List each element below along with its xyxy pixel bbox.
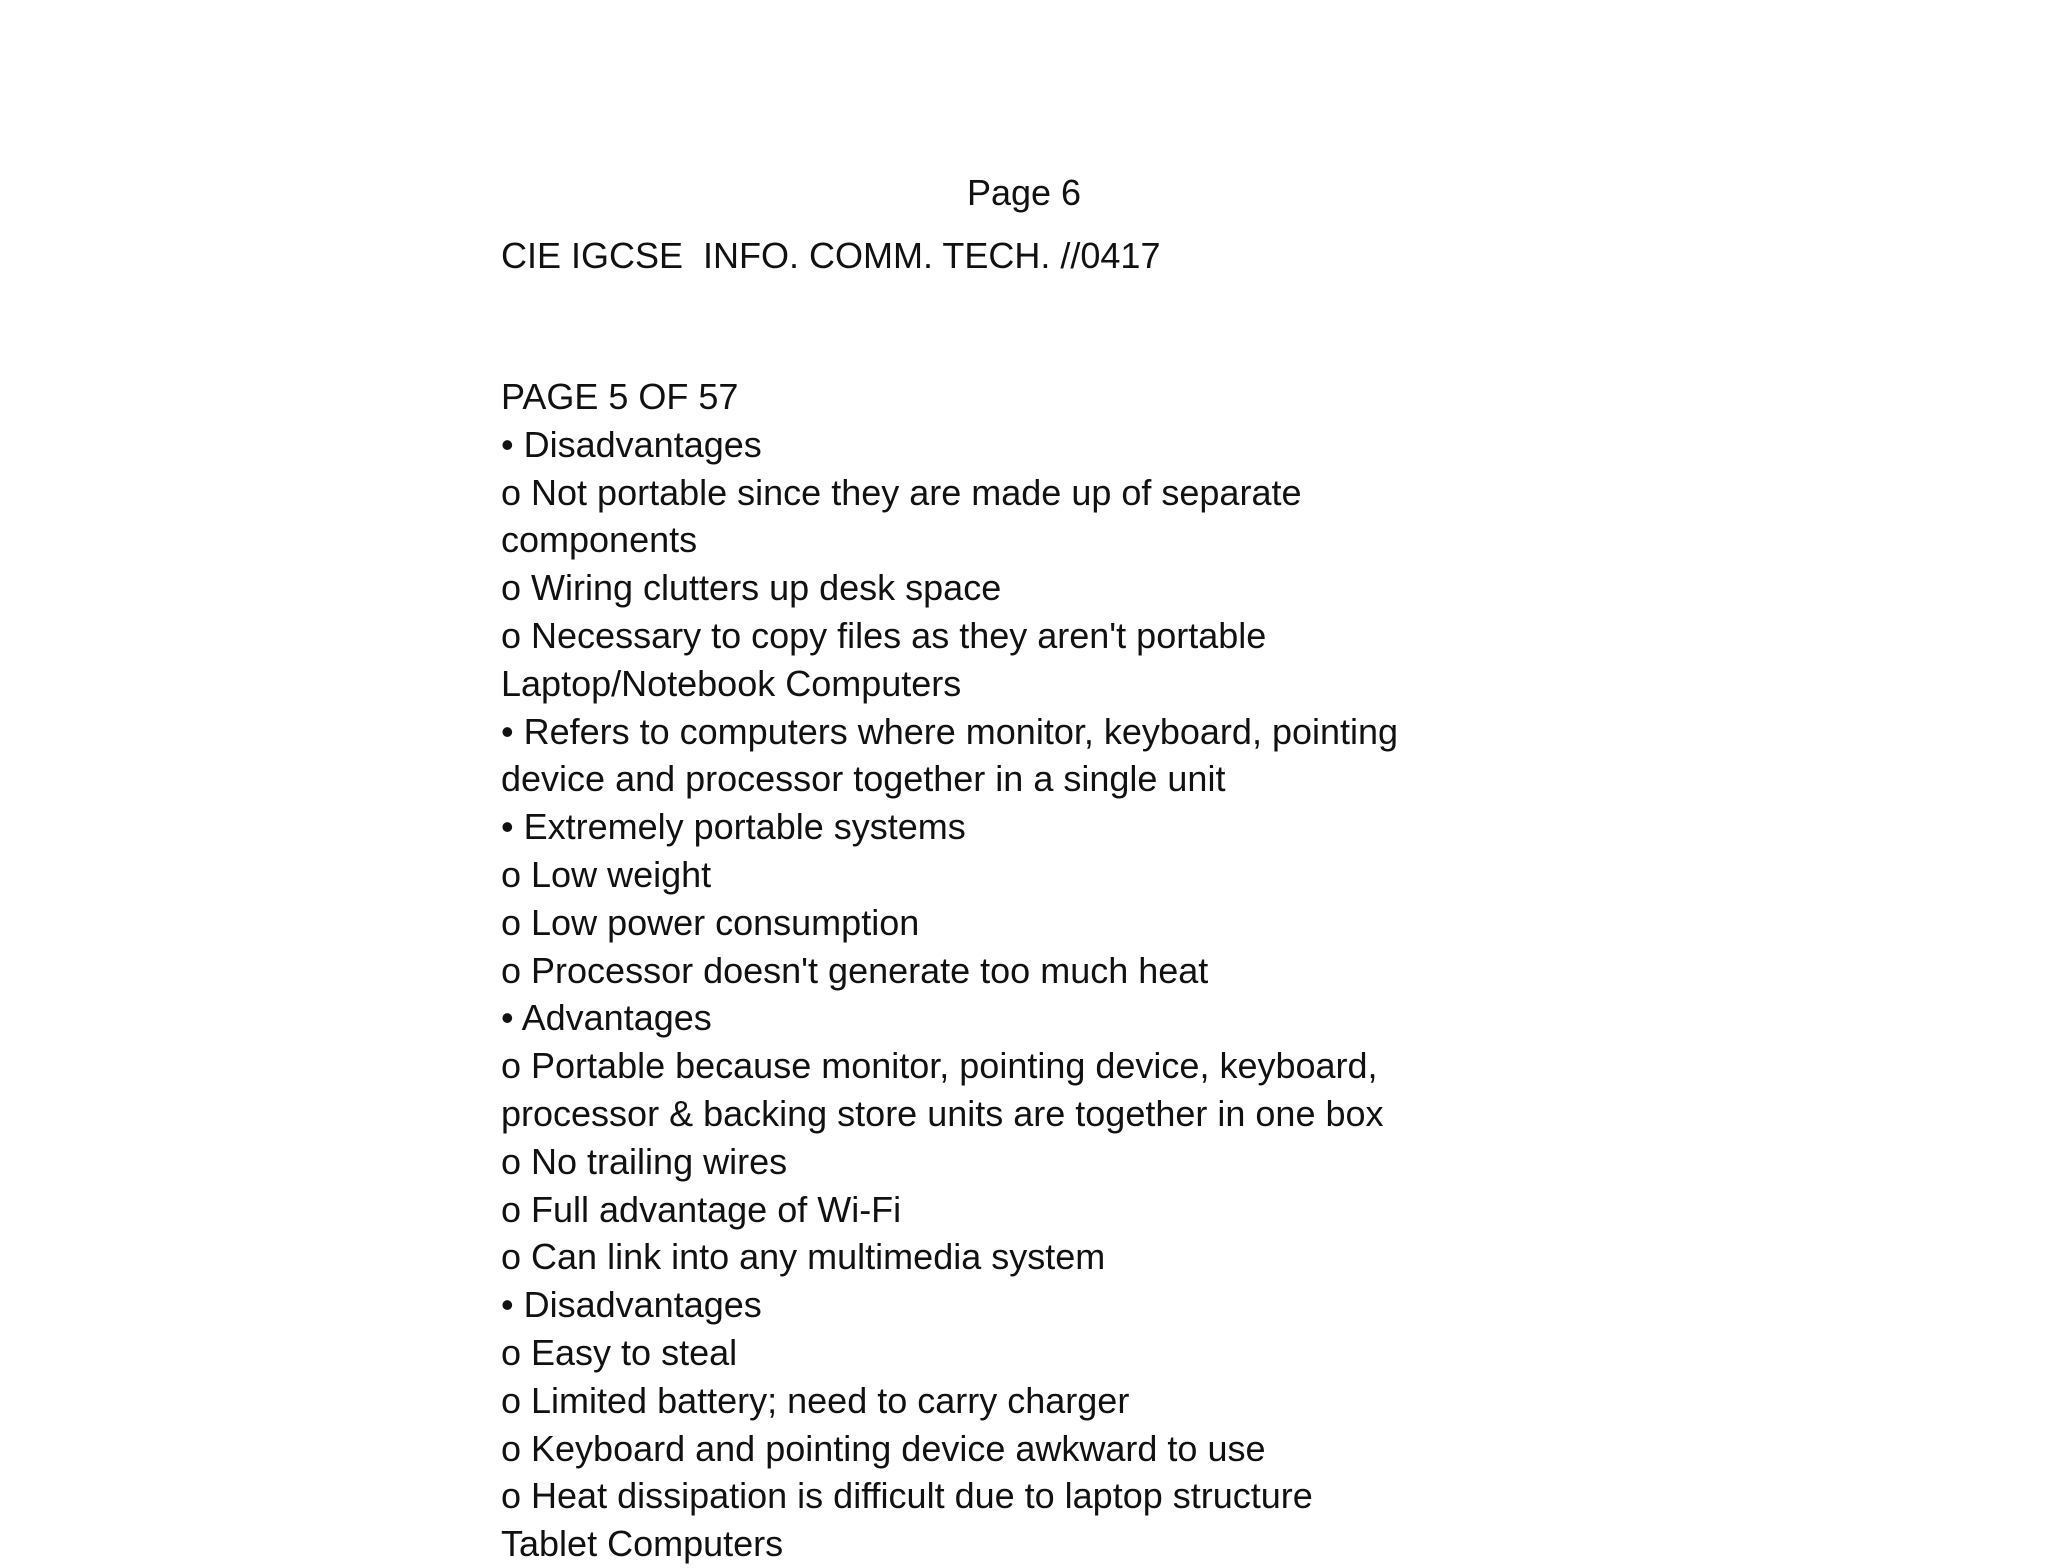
continuation-line: device and processor together in a single unit xyxy=(501,758,1226,800)
sub-bullet-line: o No trailing wires xyxy=(501,1140,788,1182)
continuation-line: processor & backing store units are together in one box xyxy=(501,1092,1384,1134)
sub-bullet-line: o Easy to steal xyxy=(501,1331,738,1373)
sub-bullet-line: o Low weight xyxy=(501,853,712,895)
section-heading: Tablet Computers xyxy=(501,1523,784,1565)
sub-bullet-line: o Heat dissipation is difficult due to laptop structure xyxy=(501,1475,1313,1517)
bullet-line: • Advantages xyxy=(501,997,712,1039)
sub-bullet-line: o Portable because monitor, pointing device, keyboard, xyxy=(501,1045,1378,1087)
sub-bullet-line: o Keyboard and pointing device awkward to use xyxy=(501,1427,1266,1469)
sub-bullet-line: o Necessary to copy files as they aren't portable xyxy=(501,614,1267,656)
sub-bullet-line: o Full advantage of Wi-Fi xyxy=(501,1188,902,1230)
document-body xyxy=(501,373,1551,1568)
sub-bullet-line: o Processor doesn't generate too much heat xyxy=(501,949,1209,991)
sub-bullet-line: o Not portable since they are made up of separate xyxy=(501,471,1302,513)
document-header: CIE IGCSE INFO. COMM. TECH. //0417 xyxy=(501,235,1161,276)
page-counter: PAGE 5 OF 57 xyxy=(501,376,739,417)
section-heading: Laptop/Notebook Computers xyxy=(501,662,962,704)
sub-bullet-line: o Wiring clutters up desk space xyxy=(501,567,1002,609)
page-number: Page 6 xyxy=(966,172,1082,213)
bullet-line: • Refers to computers where monitor, keyboard, pointing xyxy=(501,710,1399,752)
sub-bullet-line: o Low power consumption xyxy=(501,901,920,943)
sub-bullet-line: o Can link into any multimedia system xyxy=(501,1236,1106,1278)
bullet-line: • Disadvantages xyxy=(501,423,762,465)
bullet-line: • Extremely portable systems xyxy=(501,806,966,848)
continuation-line: components xyxy=(501,519,698,561)
bullet-line: • Disadvantages xyxy=(501,1284,762,1326)
sub-bullet-line: o Limited battery; need to carry charger xyxy=(501,1379,1130,1421)
